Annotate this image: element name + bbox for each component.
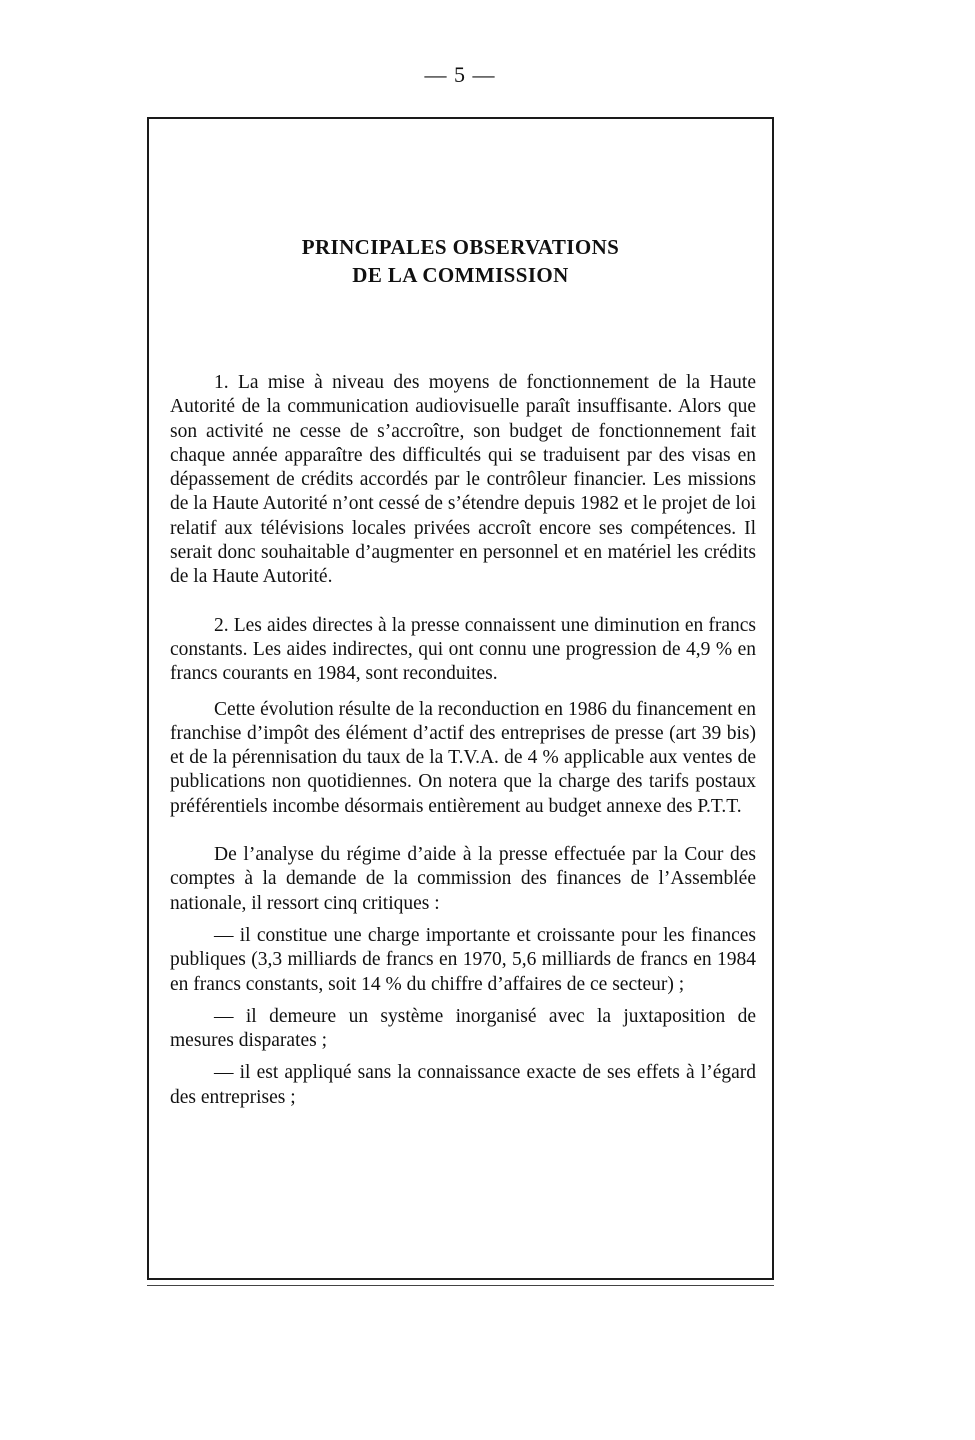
body-text: [170, 371, 756, 1110]
frame-underline: [147, 1285, 774, 1286]
paragraph-3: Cette évolution résulte de la reconduction en 1986 du financement en franchise d’impôt des élément d’actif des entreprises de presse (art 39 bis) et de la pérennisation du taux de la T.V.A. de 4 % applicable aux ventes de publications non quotidiennes. On notera que la charge des tarifs postaux préférentiels incombe désormais entièrement au budget annexe des P.T.T.: [170, 698, 756, 817]
section-title-line-2: DE LA COMMISSION: [352, 263, 569, 287]
paragraph-4: De l’analyse du régime d’aide à la presse effectuée par la Cour des comptes à la demande de la commission des finances de l’Assemblée nationale, il ressort cinq critiques :: [170, 844, 756, 914]
section-title: [147, 233, 774, 289]
section-title-line-1: PRINCIPALES OBSERVATIONS: [301, 235, 620, 259]
list-item-1: — il constitue une charge importante et croissante pour les finances publiques (3,3 milliards de francs en 1970, 5,6 milliards de francs en 1984 en francs constants, soit 14 % du chiffre d’affaires de ce secteur) ;: [170, 924, 756, 995]
paragraph-1: 1. La mise à niveau des moyens de fonctionnement de la Haute Autorité de la communication audiovisuelle paraît insuffisante. Alors que son activité ne cesse de s’accroître, son budget de fonctionnement fait chaque année apparaître des difficultés qui se traduisent par des visas en dépassement de crédits accordés par le contrôleur financier. Les missions de la Haute Autorité n’ont cessé de s’étendre depuis 1982 et le projet de loi relatif aux télévisions locales privées accroît encore ses compétences. Il serait donc souhaitable d’augmenter en personnel et en matériel les crédits de la Haute Autorité.: [170, 372, 756, 588]
list-item-3: — il est appliqué sans la connaissance exacte de ses effets à l’égard des entreprises ;: [170, 1062, 756, 1108]
paragraph-2: 2. Les aides directes à la presse connaissent une diminution en francs constants. Les aides indirectes, qui ont connu une progression de 4,9 % en francs courants en 1984, sont reconduites.: [170, 614, 756, 685]
page-number: — 5 —: [424, 62, 496, 87]
list-item-2: — il demeure un système inorganisé avec la juxtaposition de mesures disparates ;: [170, 1005, 756, 1052]
